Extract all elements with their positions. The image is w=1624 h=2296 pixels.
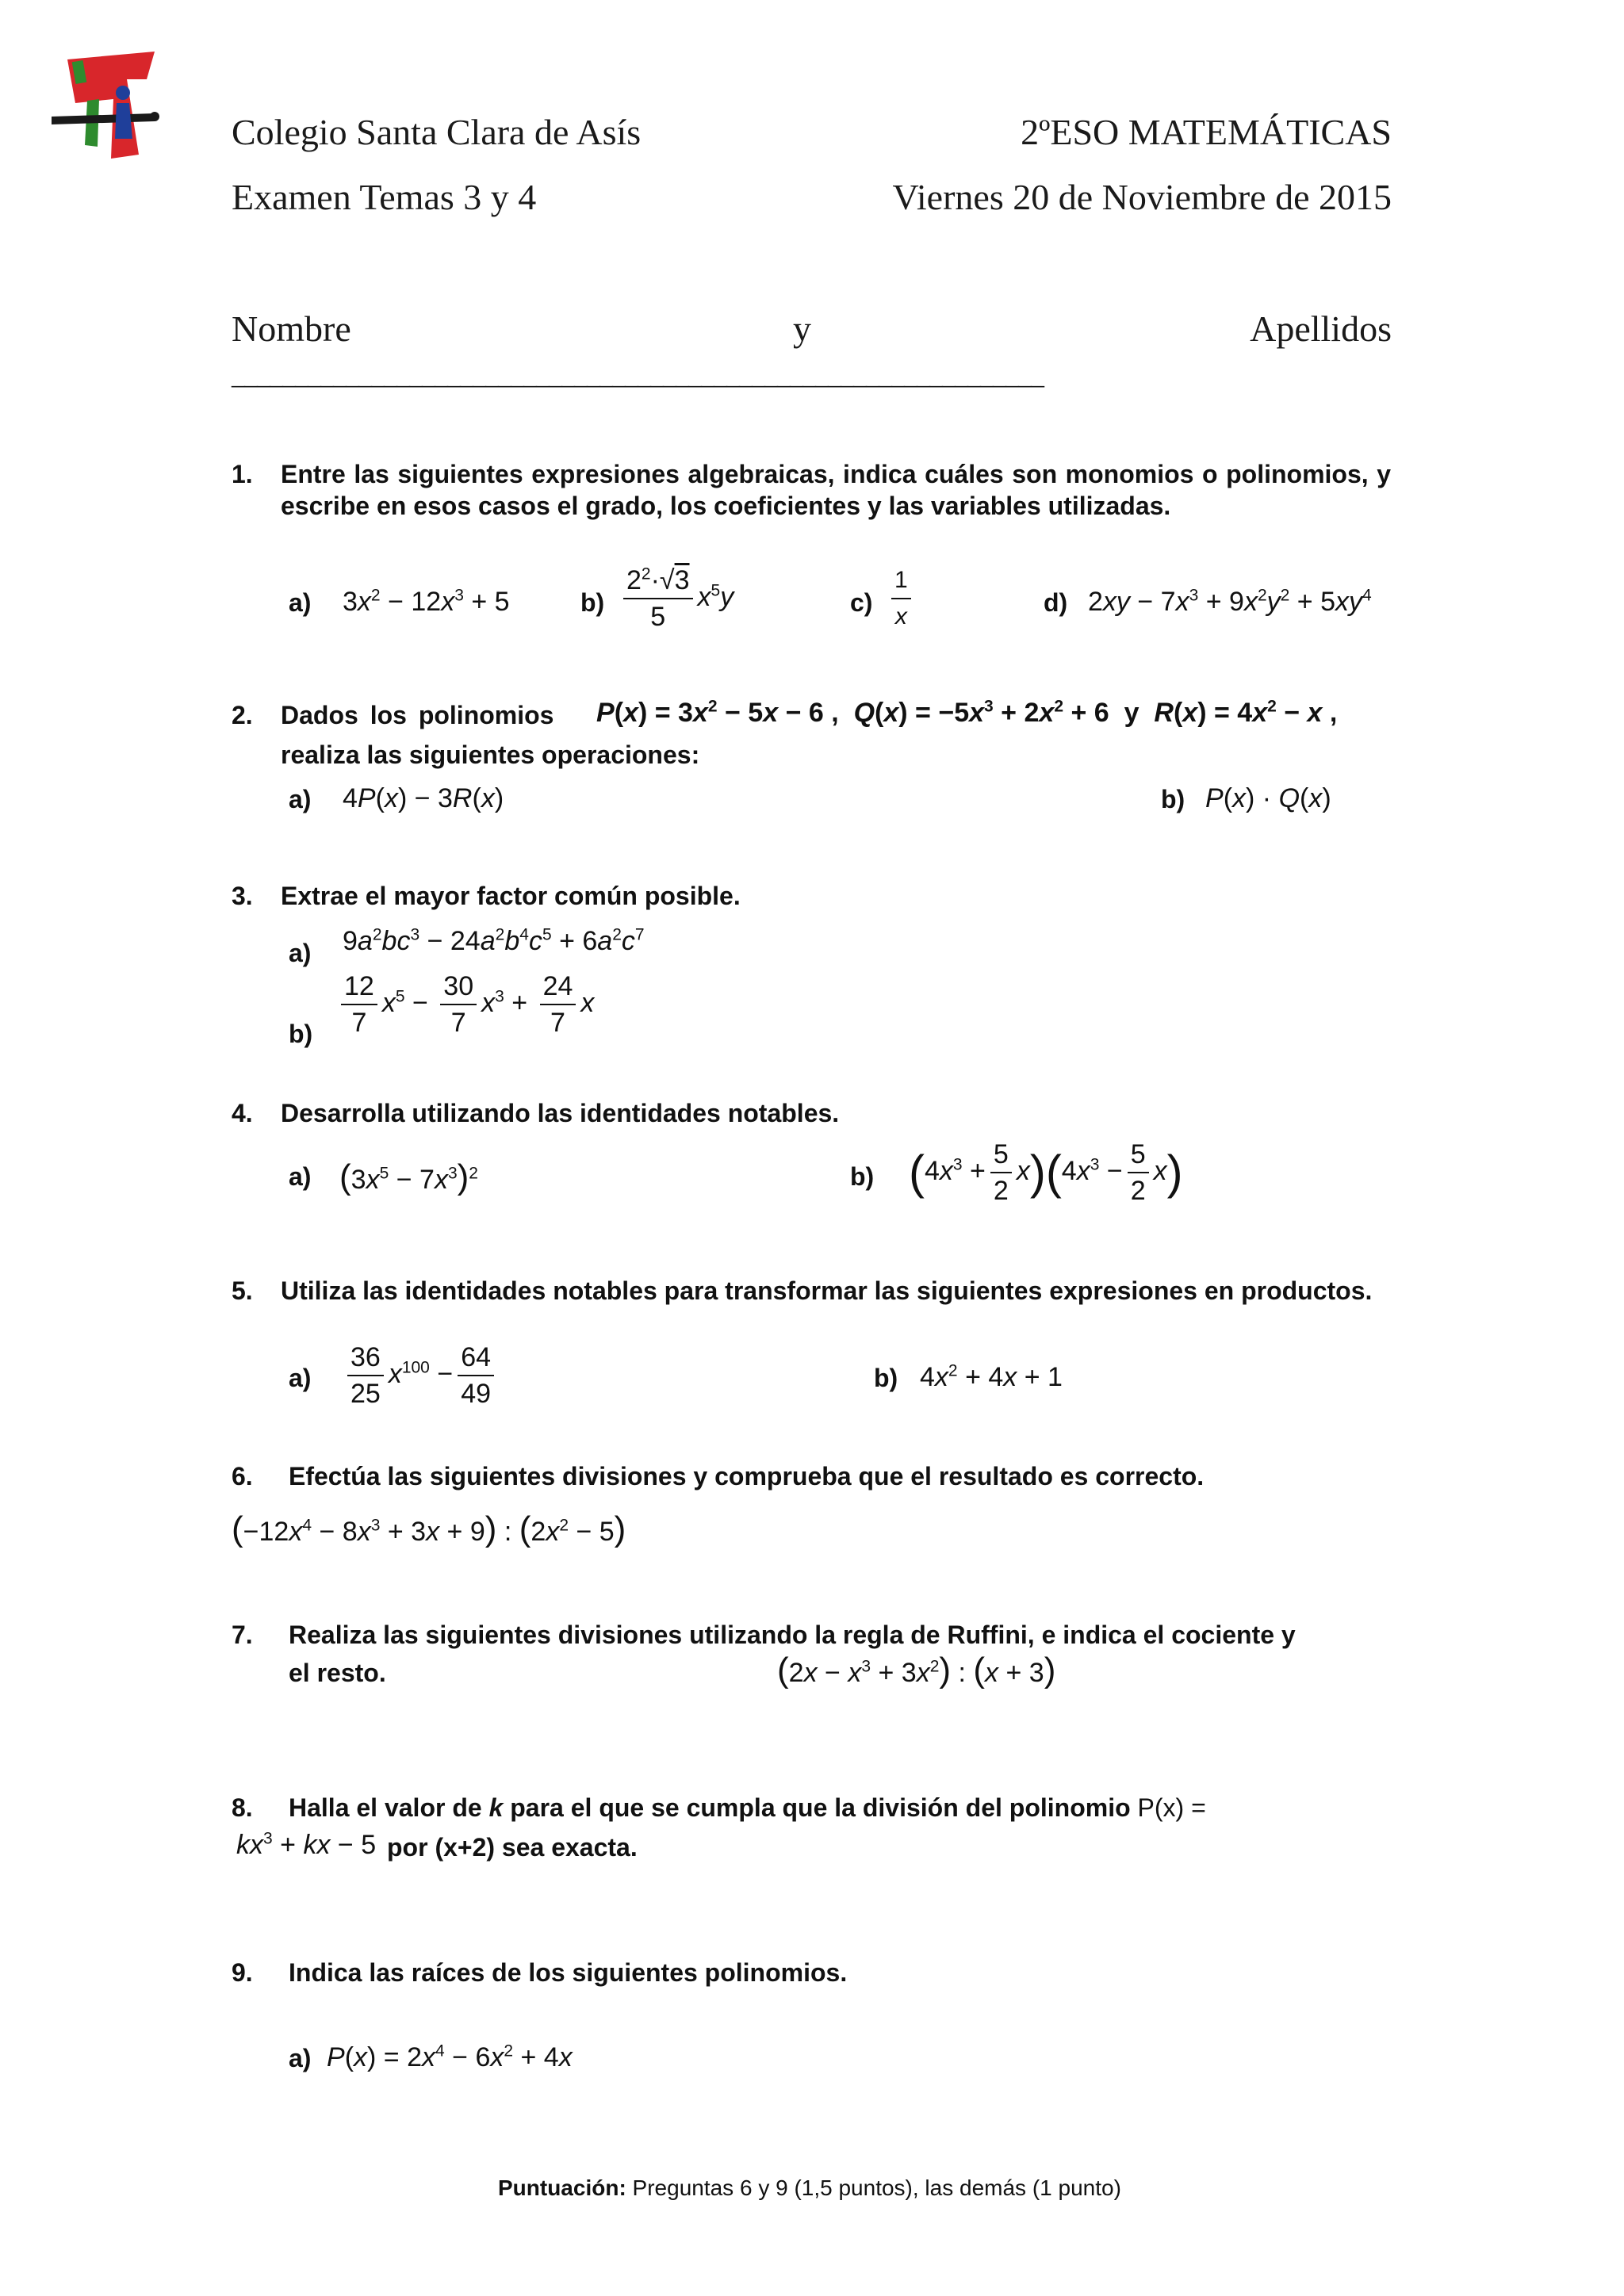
school-logo	[44, 44, 163, 163]
q1c-expression: $\frac{1}{x}$	[887, 564, 916, 633]
scoring-label: Puntuación:	[498, 2175, 626, 2200]
q3a-label: a)	[289, 939, 312, 967]
q5b-expression: $4x^2 + 4x + 1$	[920, 1361, 1063, 1392]
q1d-label: d)	[1044, 588, 1068, 617]
q4-number: 4.	[232, 1099, 253, 1127]
name-label: Nombre	[232, 308, 351, 349]
q1-number: 1.	[232, 460, 253, 488]
q6-number: 6.	[232, 1462, 253, 1490]
q2a-expression: 4P(x) − 3R(x)	[343, 783, 504, 813]
q8-text-a: Halla el valor de	[289, 1793, 489, 1822]
q7-number: 7.	[232, 1621, 253, 1649]
q8-line2: por (x+2) sea exacta.	[387, 1833, 638, 1862]
q4b-expression: ($4x^3$ + $\frac{5}{2}$ $x)(4x^3$ − $\frac{5}{2}$ x)	[909, 1139, 1183, 1206]
q8-text-b: para el que se cumpla que la división del polinomio	[503, 1793, 1138, 1822]
q5a-label: a)	[289, 1364, 312, 1392]
q3b-expression: $\frac{12}{7}$ $x^5$ − $\frac{30}{7}$ $x^3$ + $\frac{24}{7}$ x	[336, 970, 594, 1039]
q2-intro: Dados los polinomios	[281, 701, 554, 729]
exam-date: Viernes 20 de Noviembre de 2015	[892, 177, 1392, 217]
q7-expression: $(2x - x^3 + 3x^2)$ : (x + 3)	[777, 1651, 1056, 1689]
q9-number: 9.	[232, 1958, 253, 1987]
school-name: Colegio Santa Clara de Asís	[232, 112, 642, 152]
q1-statement: Entre las siguientes expresiones algebraicas, indica cuáles son monomios o polinomios, y escribe en esos casos el grado, los coeficientes y las variables utilizadas.	[281, 460, 1391, 520]
q2b-expression: P(x) · Q(x)	[1205, 783, 1331, 813]
scoring-note	[498, 2175, 1121, 2201]
q1c-label: c)	[850, 588, 873, 617]
q6-expression: $(-12x^4 - 8x^3 + 3x + 9)$ : $(2x^2 - 5)$	[232, 1510, 626, 1548]
q1a-label: a)	[289, 588, 312, 617]
q2b-label: b)	[1161, 785, 1185, 813]
q3b-label: b)	[289, 1020, 313, 1048]
name-write-line: ________________________________________________________________	[232, 361, 1044, 390]
q3-number: 3.	[232, 882, 253, 910]
q4a-label: a)	[289, 1162, 312, 1191]
q1d-expression: $2xy - 7x^3 + 9x^2y^2 + 5xy^4$	[1088, 586, 1372, 617]
q5a-expression: $\frac{36}{25}$ $x^{100}$ − $\frac{64}{49}$	[343, 1341, 499, 1410]
q4a-expression: $(3x^5 - 7x^3)^2$	[339, 1158, 478, 1196]
q1a-expression: $3x^2 - 12x^3 + 5$	[343, 586, 510, 617]
q7-line2: el resto.	[289, 1659, 386, 1687]
exam-title: Examen Temas 3 y 4	[232, 177, 537, 217]
q5b-label: b)	[874, 1364, 898, 1392]
q6-statement: Efectúa las siguientes divisiones y comprueba que el resultado es correcto.	[289, 1462, 1205, 1490]
q3a-expression: $9a^2bc^3 - 24a^2b^4c^5 + 6a^2c^7$	[343, 925, 645, 956]
q2a-label: a)	[289, 785, 312, 813]
q5-statement: Utiliza las identidades notables para transformar las siguientes expresiones en productos.	[281, 1276, 1373, 1305]
q8-px: P(x) =	[1137, 1793, 1206, 1822]
q3-statement: Extrae el mayor factor común posible.	[281, 882, 741, 910]
q2-polynomials: $P(x) = 3x^2 - 5x - 6$ , $Q(x) = -5x^3 + 2x^2 + 6$ y $R(x) = 4x^2 - x$ ,	[596, 697, 1338, 728]
scoring-text: Preguntas 6 y 9 (1,5 puntos), las demás (1 punto)	[626, 2175, 1121, 2200]
q5-number: 5.	[232, 1276, 253, 1305]
q2-number: 2.	[232, 701, 253, 729]
q2-line2: realiza las siguientes operaciones:	[281, 740, 700, 769]
name-connector: y	[793, 308, 811, 349]
q8-k: k	[488, 1793, 504, 1822]
course-title: 2ºESO MATEMÁTICAS	[1021, 112, 1392, 152]
q8-line1	[289, 1792, 1206, 1823]
q1b-label: b)	[580, 588, 605, 617]
q9-statement: Indica las raíces de los siguientes polinomios.	[289, 1958, 848, 1987]
q8-number: 8.	[232, 1793, 253, 1822]
q7-line1: Realiza las siguientes divisiones utilizando la regla de Ruffini, e indica el cociente y	[289, 1621, 1296, 1649]
q9a-expression: $P(x) = 2x^4 - 6x^2 + 4x$	[327, 2042, 573, 2072]
q4b-label: b)	[850, 1162, 875, 1191]
q1b-expression: $\frac{2^2\cdot√3}{5}$ $x^5y$	[619, 564, 733, 633]
q8-polynomial: $kx^3$ + kx − 5	[236, 1829, 377, 1860]
q9a-label: a)	[289, 2044, 312, 2072]
surname-label: Apellidos	[1250, 308, 1392, 349]
q4-statement: Desarrolla utilizando las identidades notables.	[281, 1099, 840, 1127]
